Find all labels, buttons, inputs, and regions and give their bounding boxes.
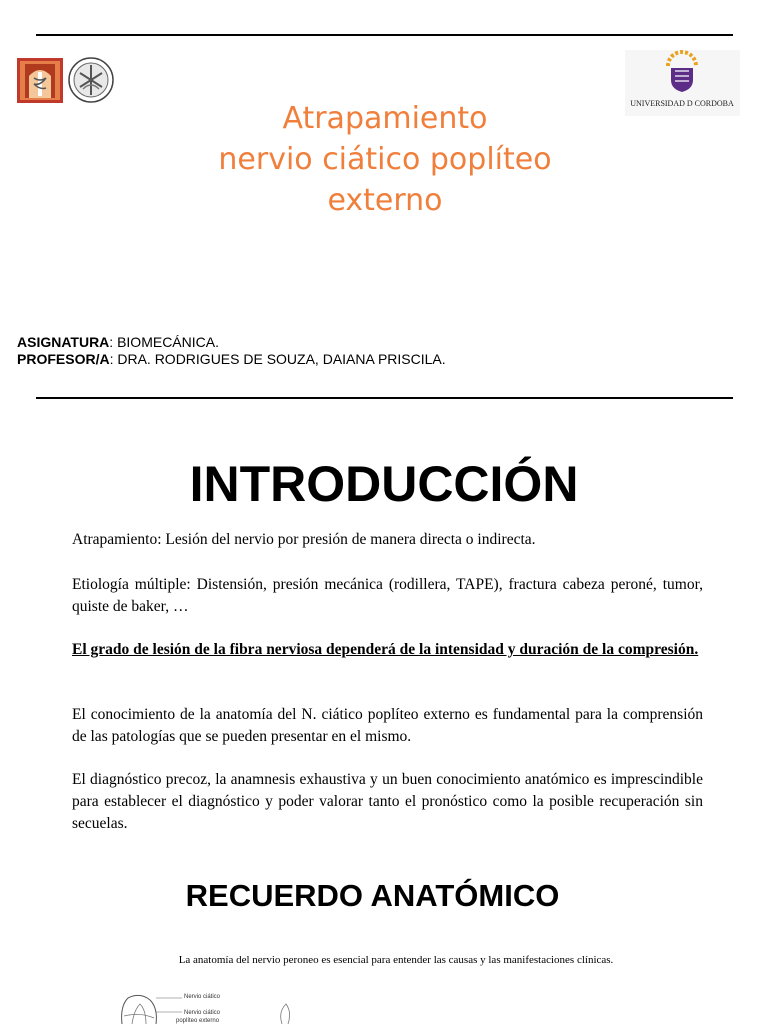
teacher-value: : DRA. RODRIGUES DE SOUZA, DAIANA PRISCILA. (109, 351, 446, 367)
title-line-2: nervio ciático poplíteo (218, 142, 552, 177)
subject-value: : BIOMECÁNICA. (109, 334, 219, 350)
intro-paragraph-1: Atrapamiento: Lesión del nervio por presión de manera directa o indirecta. (72, 531, 536, 548)
anatomy-heading: RECUERDO ANATÓMICO (185, 878, 560, 913)
university-logo (625, 50, 740, 121)
intro-paragraph-4: El conocimiento de la anatomía del N. ciático poplíteo externo es fundamental para la comprensión de las patologías que se pueden presentar en el mismo. (72, 706, 703, 745)
document-title (150, 98, 620, 221)
top-rule (36, 34, 733, 36)
course-info (17, 334, 446, 368)
teacher-label: PROFESOR/A (17, 351, 110, 367)
anatomy-caption: La anatomía del nervio peroneo es esencial para entender las causas y las manifestaciones clínicas. (178, 954, 614, 966)
figure-label-2: Nervio ciático (184, 1010, 221, 1016)
university-logo-text: UNIVERSIDAD D CORDOBA (630, 99, 734, 108)
figure-label-1: Nervio ciático (184, 994, 221, 1000)
intro-heading: INTRODUCCIÓN (189, 456, 579, 512)
intro-paragraph-3: El grado de lesión de la fibra nerviosa dependerá de la intensidad y duración de la compresión. (72, 641, 699, 658)
figure-label-3: poplíteo externo (176, 1018, 220, 1024)
subject-label: ASIGNATURA (17, 334, 110, 350)
faculty-logo (17, 58, 63, 108)
title-line-3: externo (327, 183, 443, 218)
header-bottom-rule (36, 397, 733, 399)
intro-paragraph-2: Etiología múltiple: Distensión, presión mecánica (rodillera, TAPE), fractura cabeza peroné, tumor, quiste de baker, … (72, 576, 703, 615)
intro-paragraph-5: El diagnóstico precoz, la anamnesis exhaustiva y un buen conocimiento anatómico es imprescindible para establecer el diagnóstico y poder valorar tanto el pronóstico como la posible recuperación sin secuelas. (72, 771, 703, 832)
teacher-line (17, 351, 446, 368)
subject-line (17, 334, 446, 351)
seal-logo (68, 57, 114, 108)
title-line-1: Atrapamiento (282, 101, 488, 136)
anatomy-figure (110, 986, 350, 1029)
